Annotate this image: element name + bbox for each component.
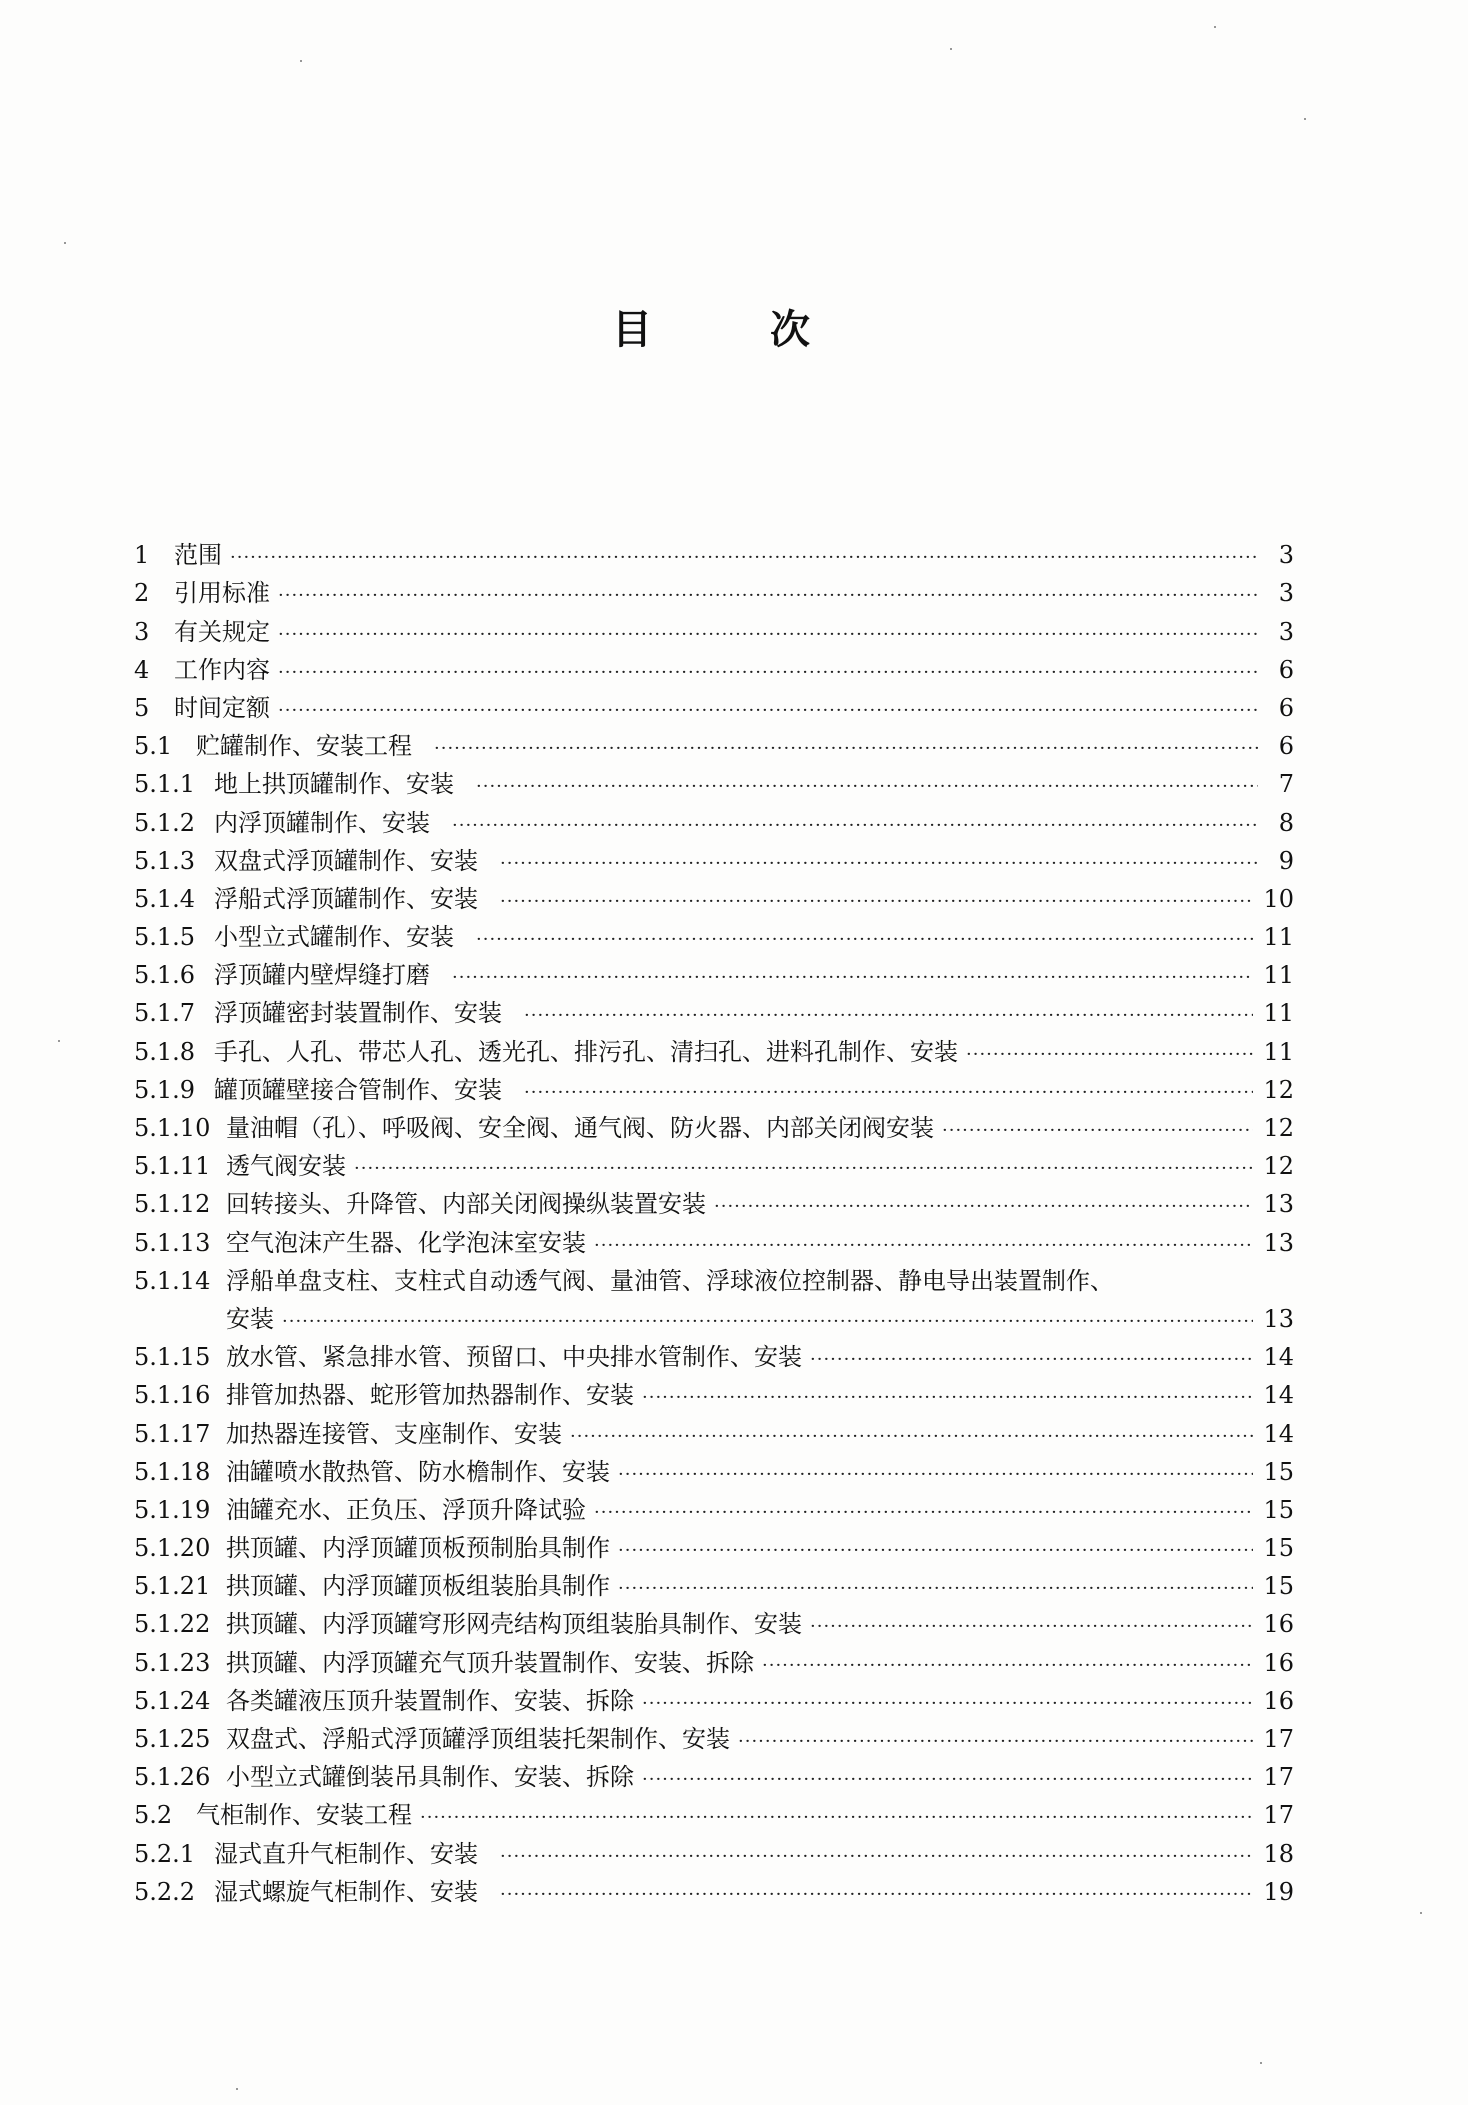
toc-entry[interactable] [134, 570, 1294, 608]
toc-entry[interactable] [134, 1563, 1294, 1601]
toc-entry[interactable] [134, 1754, 1294, 1792]
toc-dot-leader [278, 699, 1258, 723]
toc-entry-page: 15 [1263, 1572, 1294, 1601]
toc-entry-label: 排管加热器、蛇形管加热器制作、安装 [226, 1381, 634, 1410]
toc-entry-number: 5.1.10 [134, 1114, 211, 1142]
scan-speck [64, 242, 66, 244]
toc-entry-label: 油罐喷水散热管、防水檐制作、安装 [226, 1457, 610, 1486]
toc-entry-label: 浮顶罐内壁焊缝打磨 [214, 961, 430, 990]
toc-dot-leader [714, 1195, 1253, 1219]
toc-entry-page: 15 [1263, 1534, 1294, 1563]
scan-speck [58, 1040, 60, 1042]
toc-dot-leader [500, 890, 1253, 914]
toc-entry-label: 双盘式、浮船式浮顶罐浮顶组装托架制作、安装 [226, 1725, 730, 1753]
toc-entry-label: 工作内容 [174, 655, 270, 684]
toc-entry[interactable] [134, 914, 1294, 952]
toc-entry[interactable] [134, 1716, 1294, 1754]
toc-dot-leader [278, 584, 1258, 608]
toc-entry-number: 5.1.24 [134, 1686, 211, 1715]
toc-entry-page: 13 [1263, 1228, 1294, 1257]
toc-entry-label: 放水管、紧急排水管、预留口、中央排水管制作、安装 [226, 1343, 802, 1372]
toc-entry-label: 湿式螺旋气柜制作、安装 [214, 1877, 478, 1906]
toc-entry-page: 3 [1278, 579, 1294, 608]
toc-entry-number: 4 [134, 655, 150, 684]
toc-entry[interactable] [134, 990, 1294, 1028]
toc-entry-page: 8 [1278, 808, 1294, 837]
toc-dot-leader [618, 1577, 1253, 1601]
toc-entry-page: 15 [1263, 1457, 1294, 1486]
toc-entry[interactable] [134, 1334, 1294, 1372]
toc-entry[interactable] [134, 1258, 1294, 1296]
toc-dot-leader [594, 1234, 1253, 1258]
toc-dot-leader [434, 737, 1258, 761]
toc-entry[interactable] [134, 608, 1294, 646]
toc-entry-page: 3 [1278, 541, 1294, 570]
toc-entry[interactable] [134, 1067, 1294, 1105]
toc-entry-label: 有关规定 [174, 617, 270, 646]
toc-entry-label: 拱顶罐、内浮顶罐充气顶升装置制作、安装、拆除 [226, 1648, 754, 1677]
toc-entry[interactable] [134, 1105, 1294, 1143]
toc-entry-number: 5.1.4 [134, 884, 196, 913]
scan-speck [1420, 1912, 1422, 1914]
toc-dot-leader [642, 1692, 1253, 1716]
toc-entry-page: 10 [1263, 884, 1294, 913]
toc-entry-page: 11 [1263, 961, 1294, 990]
toc-entry-page: 13 [1263, 1304, 1294, 1333]
toc-dot-leader [282, 1310, 1253, 1334]
toc-entry[interactable] [134, 952, 1294, 990]
toc-entry-label: 加热器连接管、支座制作、安装 [226, 1419, 562, 1448]
scan-speck [236, 2088, 238, 2090]
toc-entry-number: 5 [134, 693, 150, 722]
toc-entry-page: 11 [1263, 1037, 1294, 1066]
toc-entry[interactable] [134, 1830, 1294, 1868]
scan-speck [1214, 26, 1216, 28]
toc-entry-page: 18 [1263, 1839, 1294, 1868]
toc-entry-number: 5.1.12 [134, 1190, 211, 1219]
toc-entry-label: 罐顶罐壁接合管制作、安装 [214, 1075, 502, 1104]
toc-dot-leader [278, 623, 1258, 647]
page-title-char-2: 次 [770, 306, 810, 353]
toc-entry-label: 引用标准 [174, 579, 270, 608]
toc-entry-label: 拱顶罐、内浮顶罐顶板组装胎具制作 [226, 1572, 610, 1601]
toc-entry[interactable] [134, 1296, 1294, 1334]
toc-dot-leader [452, 814, 1258, 838]
toc-entry[interactable] [134, 532, 1294, 570]
toc-dot-leader [966, 1043, 1253, 1067]
page-title [0, 300, 1468, 360]
toc-entry-number: 5.1.9 [134, 1075, 196, 1104]
toc-entry-number: 5.1 [134, 732, 173, 761]
toc-entry-number: 5.1.16 [134, 1381, 211, 1410]
toc-entry[interactable] [134, 1410, 1294, 1448]
toc-dot-leader [500, 852, 1258, 876]
toc-entry-label: 手孔、人孔、带芯人孔、透光孔、排污孔、清扫孔、进料孔制作、安装 [214, 1037, 958, 1066]
toc-entry-page: 3 [1278, 617, 1294, 646]
toc-entry-label: 小型立式罐制作、安装 [214, 923, 454, 952]
toc-entry-label: 安装 [226, 1304, 274, 1333]
toc-dot-leader [230, 546, 1258, 570]
toc-entry[interactable] [134, 1028, 1294, 1066]
toc-entry-number: 1 [134, 541, 150, 570]
toc-entry[interactable] [134, 1143, 1294, 1181]
toc-entry-label: 浮船式浮顶罐制作、安装 [214, 884, 478, 913]
toc-entry-number: 5.2 [134, 1801, 173, 1830]
toc-entry-page: 6 [1278, 693, 1294, 722]
toc-dot-leader [476, 775, 1258, 799]
toc-entry-number: 5.1.22 [134, 1610, 211, 1639]
toc-dot-leader [354, 1157, 1253, 1181]
toc-entry-label: 范围 [174, 541, 222, 570]
toc-dot-leader [942, 1119, 1253, 1143]
toc-entry-page: 12 [1263, 1114, 1294, 1142]
toc-entry-page: 11 [1263, 923, 1294, 952]
toc-entry[interactable] [134, 685, 1294, 723]
toc-entry-number: 5.1.1 [134, 770, 196, 799]
toc-dot-leader [420, 1806, 1253, 1830]
scan-speck [300, 60, 302, 62]
toc-entry[interactable] [134, 1869, 1294, 1907]
toc-entry-page: 12 [1263, 1152, 1294, 1181]
toc-dot-leader [452, 966, 1253, 990]
table-of-contents [134, 532, 1294, 1907]
toc-entry-number: 5.1.8 [134, 1037, 196, 1066]
toc-entry-number: 5.1.14 [134, 1266, 211, 1295]
toc-entry-page: 12 [1263, 1075, 1294, 1104]
toc-entry-page: 6 [1278, 732, 1294, 761]
toc-entry[interactable] [134, 1792, 1294, 1830]
toc-entry[interactable] [134, 1181, 1294, 1219]
toc-entry-number: 5.1.17 [134, 1419, 211, 1448]
toc-entry-label: 油罐充水、正负压、浮顶升降试验 [226, 1495, 586, 1524]
toc-entry-number: 5.1.25 [134, 1725, 211, 1753]
toc-entry-page: 14 [1263, 1343, 1294, 1372]
toc-entry-page: 16 [1263, 1648, 1294, 1677]
toc-entry-number: 5.1.19 [134, 1495, 211, 1524]
toc-entry[interactable] [134, 799, 1294, 837]
toc-entry-page: 13 [1263, 1190, 1294, 1219]
toc-entry-page: 7 [1278, 770, 1294, 799]
toc-entry-page: 9 [1278, 846, 1294, 875]
toc-entry-label: 小型立式罐倒装吊具制作、安装、拆除 [226, 1763, 634, 1792]
toc-entry-label: 量油帽（孔）、呼吸阀、安全阀、通气阀、防火器、内部关闭阀安装 [226, 1114, 934, 1142]
toc-dot-leader [278, 661, 1258, 685]
toc-entry-page: 19 [1263, 1877, 1294, 1906]
toc-entry-number: 5.1.26 [134, 1763, 211, 1792]
toc-dot-leader [642, 1386, 1253, 1410]
toc-dot-leader [618, 1463, 1253, 1487]
toc-dot-leader [476, 928, 1253, 952]
toc-entry-page: 15 [1263, 1495, 1294, 1524]
toc-entry[interactable] [134, 761, 1294, 799]
toc-entry-page: 16 [1263, 1610, 1294, 1639]
toc-entry[interactable] [134, 1372, 1294, 1410]
toc-entry[interactable] [134, 1525, 1294, 1563]
toc-entry-number: 5.1.11 [134, 1152, 211, 1181]
toc-entry-number: 5.1.7 [134, 999, 196, 1028]
toc-entry[interactable] [134, 1601, 1294, 1639]
toc-entry-number: 5.1.2 [134, 808, 196, 837]
toc-entry-page: 17 [1263, 1725, 1294, 1753]
toc-entry-number: 5.2.1 [134, 1839, 196, 1868]
toc-entry-label: 拱顶罐、内浮顶罐穹形网壳结构顶组装胎具制作、安装 [226, 1610, 802, 1639]
toc-entry[interactable] [134, 1449, 1294, 1487]
toc-dot-leader [810, 1615, 1253, 1639]
toc-dot-leader [570, 1425, 1253, 1449]
toc-entry-number: 5.2.2 [134, 1877, 196, 1906]
toc-entry-number: 5.1.15 [134, 1343, 211, 1372]
toc-entry-label: 时间定额 [174, 693, 270, 722]
toc-dot-leader [594, 1501, 1253, 1525]
toc-dot-leader [524, 1081, 1253, 1105]
toc-entry-label: 贮罐制作、安装工程 [196, 732, 412, 761]
toc-entry-page: 14 [1263, 1419, 1294, 1448]
toc-entry[interactable] [134, 876, 1294, 914]
toc-entry-page: 16 [1263, 1686, 1294, 1715]
toc-entry[interactable] [134, 1678, 1294, 1716]
toc-entry-number: 5.1.13 [134, 1228, 211, 1257]
toc-dot-leader [810, 1348, 1253, 1372]
toc-dot-leader [500, 1845, 1253, 1869]
toc-entry-number: 3 [134, 617, 150, 646]
toc-entry-label: 浮船单盘支柱、支柱式自动透气阀、量油管、浮球液位控制器、静电导出装置制作、 [226, 1266, 1114, 1295]
toc-entry-number: 5.1.5 [134, 923, 196, 952]
toc-dot-leader [642, 1768, 1253, 1792]
toc-dot-leader [738, 1730, 1253, 1754]
toc-dot-leader [618, 1539, 1253, 1563]
toc-entry-page: 11 [1263, 999, 1294, 1028]
toc-entry-label: 湿式直升气柜制作、安装 [214, 1839, 478, 1868]
toc-entry[interactable] [134, 1219, 1294, 1257]
toc-entry-label: 各类罐液压顶升装置制作、安装、拆除 [226, 1686, 634, 1715]
toc-entry[interactable] [134, 838, 1294, 876]
toc-entry-page: 17 [1263, 1763, 1294, 1792]
toc-dot-leader [500, 1883, 1253, 1907]
toc-entry-page: 17 [1263, 1801, 1294, 1830]
toc-entry-label: 回转接头、升降管、内部关闭阀操纵装置安装 [226, 1190, 706, 1219]
toc-entry-label: 拱顶罐、内浮顶罐顶板预制胎具制作 [226, 1534, 610, 1563]
toc-entry-number: 5.1.6 [134, 961, 196, 990]
toc-entry-label: 透气阀安装 [226, 1152, 346, 1181]
toc-entry-label: 双盘式浮顶罐制作、安装 [214, 846, 478, 875]
toc-entry[interactable] [134, 1487, 1294, 1525]
toc-entry-number: 2 [134, 579, 150, 608]
toc-dot-leader [524, 1004, 1253, 1028]
toc-entry-label: 内浮顶罐制作、安装 [214, 808, 430, 837]
scan-speck [950, 48, 952, 50]
toc-entry-page: 14 [1263, 1381, 1294, 1410]
page-title-char-1: 目 [612, 306, 652, 353]
toc-entry-number: 5.1.3 [134, 846, 196, 875]
toc-entry-label: 地上拱顶罐制作、安装 [214, 770, 454, 799]
toc-entry-number: 5.1.20 [134, 1534, 211, 1563]
toc-entry-number: 5.1.23 [134, 1648, 211, 1677]
scan-speck [1304, 118, 1306, 120]
toc-entry-number: 5.1.21 [134, 1572, 211, 1601]
toc-entry-label: 浮顶罐密封装置制作、安装 [214, 999, 502, 1028]
toc-entry-number: 5.1.18 [134, 1457, 211, 1486]
toc-entry-label: 气柜制作、安装工程 [196, 1801, 412, 1830]
toc-entry[interactable] [134, 647, 1294, 685]
toc-entry-label: 空气泡沫产生器、化学泡沫室安装 [226, 1228, 586, 1257]
toc-entry-page: 6 [1278, 655, 1294, 684]
toc-entry[interactable] [134, 1639, 1294, 1677]
toc-entry[interactable] [134, 723, 1294, 761]
scan-speck [1260, 2062, 1262, 2064]
toc-dot-leader [762, 1654, 1253, 1678]
